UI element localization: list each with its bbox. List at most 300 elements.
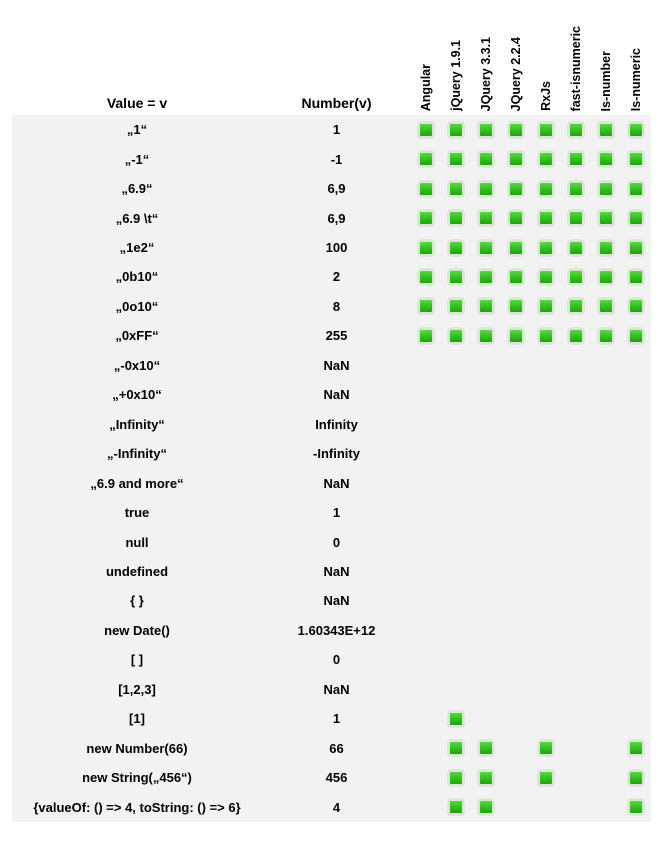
number-cell: NaN (323, 357, 350, 373)
check-cell (501, 527, 531, 556)
green-square-icon (568, 151, 584, 167)
check-cell (561, 115, 591, 144)
green-square-icon (628, 240, 644, 256)
check-cell (501, 645, 531, 674)
check-cell (621, 675, 651, 704)
library-column-label: JQuery 3.3.1 (478, 36, 493, 111)
check-cell (501, 174, 531, 203)
value-cell: „-1“ (124, 151, 150, 167)
green-square-icon (448, 770, 464, 786)
value-cell: „+0x10“ (112, 387, 162, 403)
check-cell (621, 586, 651, 615)
check-cell (621, 410, 651, 439)
value-cell: „1e2“ (119, 240, 155, 256)
check-cell (561, 292, 591, 321)
table-row (12, 734, 651, 763)
check-cell (501, 616, 531, 645)
check-cell (411, 203, 441, 232)
green-square-icon (448, 799, 464, 815)
table-row (12, 115, 651, 144)
green-square-icon (568, 181, 584, 197)
value-cell: „1“ (126, 122, 148, 138)
green-square-icon (538, 240, 554, 256)
value-cell: { } (130, 593, 144, 609)
check-cell (411, 351, 441, 380)
check-cell (501, 557, 531, 586)
green-square-icon (628, 210, 644, 226)
value-cell: „-0x10“ (113, 357, 161, 373)
library-column-header (441, 0, 471, 115)
green-square-icon (598, 269, 614, 285)
check-cell (591, 468, 621, 497)
check-cell (531, 557, 561, 586)
check-cell (471, 233, 501, 262)
check-cell (621, 351, 651, 380)
green-square-icon (478, 799, 494, 815)
green-square-icon (568, 122, 584, 138)
check-cell (471, 616, 501, 645)
check-cell (561, 233, 591, 262)
check-cell (411, 439, 441, 468)
check-cell (621, 616, 651, 645)
green-square-icon (628, 328, 644, 344)
table-row (12, 233, 651, 262)
library-column-label: jQuery 1.9.1 (448, 40, 463, 111)
check-cell (531, 351, 561, 380)
check-cell (561, 203, 591, 232)
green-square-icon (418, 122, 434, 138)
check-cell (441, 704, 471, 733)
check-cell (441, 174, 471, 203)
check-cell (501, 321, 531, 350)
green-square-icon (628, 269, 644, 285)
check-cell (591, 557, 621, 586)
check-cell (411, 380, 441, 409)
value-cell: „0o10“ (115, 298, 159, 314)
library-column-header (621, 0, 651, 115)
check-cell (501, 233, 531, 262)
check-cell (411, 734, 441, 763)
check-cell (441, 527, 471, 556)
green-square-icon (418, 181, 434, 197)
green-square-icon (418, 298, 434, 314)
number-cell: 456 (325, 770, 348, 786)
check-cell (411, 498, 441, 527)
check-cell (441, 675, 471, 704)
green-square-icon (418, 328, 434, 344)
green-square-icon (538, 298, 554, 314)
check-cell (621, 704, 651, 733)
number-cell: 1.60343E+12 (297, 622, 376, 638)
check-cell (441, 233, 471, 262)
isnumeric-comparison-table (12, 0, 651, 822)
value-cell: „Infinity“ (109, 416, 165, 432)
value-cell: new Number(66) (86, 740, 188, 756)
check-cell (411, 321, 441, 350)
check-cell (411, 645, 441, 674)
green-square-icon (538, 210, 554, 226)
check-cell (471, 792, 501, 821)
check-cell (411, 262, 441, 291)
table-row (12, 586, 651, 615)
check-cell (621, 557, 651, 586)
green-square-icon (598, 181, 614, 197)
number-cell: NaN (323, 681, 350, 697)
green-square-icon (478, 770, 494, 786)
table-row (12, 380, 651, 409)
check-cell (471, 498, 501, 527)
green-square-icon (538, 151, 554, 167)
check-cell (591, 645, 621, 674)
check-cell (501, 115, 531, 144)
number-cell: 4 (332, 799, 341, 815)
table-row (12, 262, 651, 291)
check-cell (441, 321, 471, 350)
check-cell (591, 527, 621, 556)
green-square-icon (448, 240, 464, 256)
library-column-header (561, 0, 591, 115)
green-square-icon (478, 240, 494, 256)
check-cell (621, 645, 651, 674)
check-cell (531, 645, 561, 674)
check-cell (531, 115, 561, 144)
table-row (12, 292, 651, 321)
check-cell (471, 557, 501, 586)
green-square-icon (508, 122, 524, 138)
green-square-icon (478, 210, 494, 226)
check-cell (471, 321, 501, 350)
check-cell (441, 380, 471, 409)
green-square-icon (508, 151, 524, 167)
check-cell (441, 616, 471, 645)
table-row (12, 704, 651, 733)
green-square-icon (448, 269, 464, 285)
check-cell (561, 792, 591, 821)
check-cell (561, 498, 591, 527)
green-square-icon (568, 298, 584, 314)
table-row (12, 174, 651, 203)
green-square-icon (448, 210, 464, 226)
check-cell (501, 439, 531, 468)
value-cell: null (125, 534, 149, 550)
check-cell (561, 616, 591, 645)
green-square-icon (538, 770, 554, 786)
check-cell (561, 262, 591, 291)
check-cell (411, 233, 441, 262)
check-cell (441, 468, 471, 497)
check-cell (471, 468, 501, 497)
check-cell (441, 586, 471, 615)
check-cell (591, 675, 621, 704)
check-cell (441, 645, 471, 674)
check-cell (441, 115, 471, 144)
green-square-icon (448, 181, 464, 197)
check-cell (531, 410, 561, 439)
check-cell (501, 586, 531, 615)
value-cell: „6.9 and more“ (90, 475, 184, 491)
green-square-icon (448, 122, 464, 138)
check-cell (471, 174, 501, 203)
value-cell: „6.9 \t“ (115, 210, 159, 226)
check-cell (531, 262, 561, 291)
check-cell (591, 616, 621, 645)
check-cell (621, 292, 651, 321)
check-cell (441, 351, 471, 380)
check-cell (591, 704, 621, 733)
green-square-icon (538, 740, 554, 756)
check-cell (591, 792, 621, 821)
value-cell: [1] (129, 711, 145, 727)
library-column-header (591, 0, 621, 115)
check-cell (501, 292, 531, 321)
green-square-icon (478, 298, 494, 314)
check-cell (411, 792, 441, 821)
green-square-icon (628, 151, 644, 167)
check-cell (531, 439, 561, 468)
check-cell (411, 292, 441, 321)
check-cell (621, 734, 651, 763)
green-square-icon (478, 269, 494, 285)
check-cell (621, 174, 651, 203)
check-cell (561, 586, 591, 615)
check-cell (501, 734, 531, 763)
table-row (12, 351, 651, 380)
check-cell (531, 763, 561, 792)
value-cell: {valueOf: () => 4, toString: () => 6} (33, 799, 241, 815)
number-cell: 66 (329, 740, 344, 756)
check-cell (561, 763, 591, 792)
value-column-header: Value = v (106, 94, 168, 111)
check-cell (561, 704, 591, 733)
check-cell (531, 203, 561, 232)
table-row (12, 203, 651, 232)
number-column-header: Number(v) (301, 94, 372, 111)
table-row (12, 144, 651, 173)
check-cell (621, 233, 651, 262)
check-cell (591, 174, 621, 203)
check-cell (591, 763, 621, 792)
green-square-icon (418, 269, 434, 285)
check-cell (561, 468, 591, 497)
check-cell (561, 527, 591, 556)
green-square-icon (568, 240, 584, 256)
check-cell (471, 704, 501, 733)
check-cell (621, 203, 651, 232)
check-cell (621, 792, 651, 821)
check-cell (471, 763, 501, 792)
check-cell (441, 144, 471, 173)
check-cell (471, 527, 501, 556)
green-square-icon (598, 122, 614, 138)
table-row (12, 675, 651, 704)
check-cell (501, 262, 531, 291)
check-cell (471, 645, 501, 674)
library-column-label: RxJs (538, 81, 553, 111)
check-cell (561, 144, 591, 173)
number-cell: 1 (332, 711, 341, 727)
value-cell: new String(„456“) (82, 770, 192, 786)
green-square-icon (628, 122, 644, 138)
library-column-header (411, 0, 441, 115)
value-cell: true (124, 505, 150, 521)
check-cell (561, 675, 591, 704)
check-cell (621, 439, 651, 468)
value-cell: „0b10“ (115, 269, 159, 285)
table-row (12, 645, 651, 674)
green-square-icon (508, 181, 524, 197)
number-cell: 1 (332, 505, 341, 521)
check-cell (471, 351, 501, 380)
check-cell (501, 203, 531, 232)
library-column-header (471, 0, 501, 115)
table-row (12, 439, 651, 468)
check-cell (561, 734, 591, 763)
check-cell (411, 616, 441, 645)
table-row (12, 763, 651, 792)
check-cell (411, 675, 441, 704)
check-cell (621, 380, 651, 409)
check-cell (441, 439, 471, 468)
number-cell: -Infinity (313, 446, 360, 462)
library-column-label: fast-isnumeric (568, 25, 583, 111)
check-cell (591, 144, 621, 173)
check-cell (531, 586, 561, 615)
number-cell: 8 (332, 298, 341, 314)
library-column-header (531, 0, 561, 115)
green-square-icon (478, 328, 494, 344)
green-square-icon (478, 181, 494, 197)
green-square-icon (448, 711, 464, 727)
check-cell (441, 763, 471, 792)
check-cell (411, 527, 441, 556)
check-cell (411, 586, 441, 615)
check-cell (591, 734, 621, 763)
green-square-icon (418, 240, 434, 256)
check-cell (501, 763, 531, 792)
check-cell (591, 203, 621, 232)
check-cell (621, 262, 651, 291)
table-row (12, 527, 651, 556)
number-cell: NaN (323, 564, 350, 580)
green-square-icon (538, 269, 554, 285)
green-square-icon (418, 210, 434, 226)
check-cell (411, 763, 441, 792)
green-square-icon (628, 298, 644, 314)
check-cell (531, 174, 561, 203)
value-cell: [1,2,3] (118, 681, 156, 697)
check-cell (621, 498, 651, 527)
green-square-icon (508, 328, 524, 344)
check-cell (531, 792, 561, 821)
number-cell: 6,9 (327, 210, 346, 226)
number-cell: NaN (323, 593, 350, 609)
green-square-icon (598, 298, 614, 314)
library-column-label: JQuery 2.2.4 (508, 36, 523, 111)
check-cell (561, 410, 591, 439)
check-cell (591, 321, 621, 350)
table-row (12, 616, 651, 645)
number-cell: NaN (323, 475, 350, 491)
number-cell: 2 (332, 269, 341, 285)
check-cell (561, 380, 591, 409)
green-square-icon (508, 240, 524, 256)
check-cell (591, 262, 621, 291)
check-cell (501, 498, 531, 527)
check-cell (531, 616, 561, 645)
green-square-icon (508, 210, 524, 226)
check-cell (471, 144, 501, 173)
check-cell (621, 763, 651, 792)
check-cell (501, 351, 531, 380)
green-square-icon (598, 328, 614, 344)
check-cell (561, 557, 591, 586)
check-cell (561, 174, 591, 203)
green-square-icon (538, 122, 554, 138)
check-cell (411, 557, 441, 586)
green-square-icon (538, 181, 554, 197)
check-cell (441, 262, 471, 291)
check-cell (441, 203, 471, 232)
number-cell: 1 (332, 122, 341, 138)
check-cell (591, 586, 621, 615)
check-cell (411, 144, 441, 173)
number-cell: 0 (332, 534, 341, 550)
check-cell (471, 734, 501, 763)
value-cell: „0xFF“ (115, 328, 159, 344)
check-cell (501, 792, 531, 821)
check-cell (471, 586, 501, 615)
check-cell (471, 439, 501, 468)
green-square-icon (568, 269, 584, 285)
check-cell (441, 792, 471, 821)
check-cell (591, 380, 621, 409)
number-cell: 0 (332, 652, 341, 668)
check-cell (411, 468, 441, 497)
check-cell (531, 468, 561, 497)
check-cell (531, 144, 561, 173)
library-column-header (501, 0, 531, 115)
table-header (12, 0, 651, 115)
table-row (12, 792, 651, 821)
library-column-label: Angular (418, 63, 433, 111)
check-cell (471, 675, 501, 704)
green-square-icon (508, 269, 524, 285)
value-cell: [ ] (130, 652, 144, 668)
green-square-icon (448, 151, 464, 167)
check-cell (471, 380, 501, 409)
table-row (12, 468, 651, 497)
green-square-icon (628, 799, 644, 815)
check-cell (531, 292, 561, 321)
check-cell (471, 115, 501, 144)
value-cell: „6.9“ (121, 181, 153, 197)
table-row (12, 410, 651, 439)
check-cell (501, 380, 531, 409)
check-cell (561, 439, 591, 468)
check-cell (501, 468, 531, 497)
check-cell (621, 527, 651, 556)
check-cell (531, 675, 561, 704)
check-cell (621, 144, 651, 173)
green-square-icon (598, 151, 614, 167)
check-cell (501, 675, 531, 704)
check-cell (411, 704, 441, 733)
check-cell (591, 498, 621, 527)
number-cell: Infinity (315, 416, 358, 432)
check-cell (411, 410, 441, 439)
check-cell (531, 498, 561, 527)
check-cell (441, 292, 471, 321)
